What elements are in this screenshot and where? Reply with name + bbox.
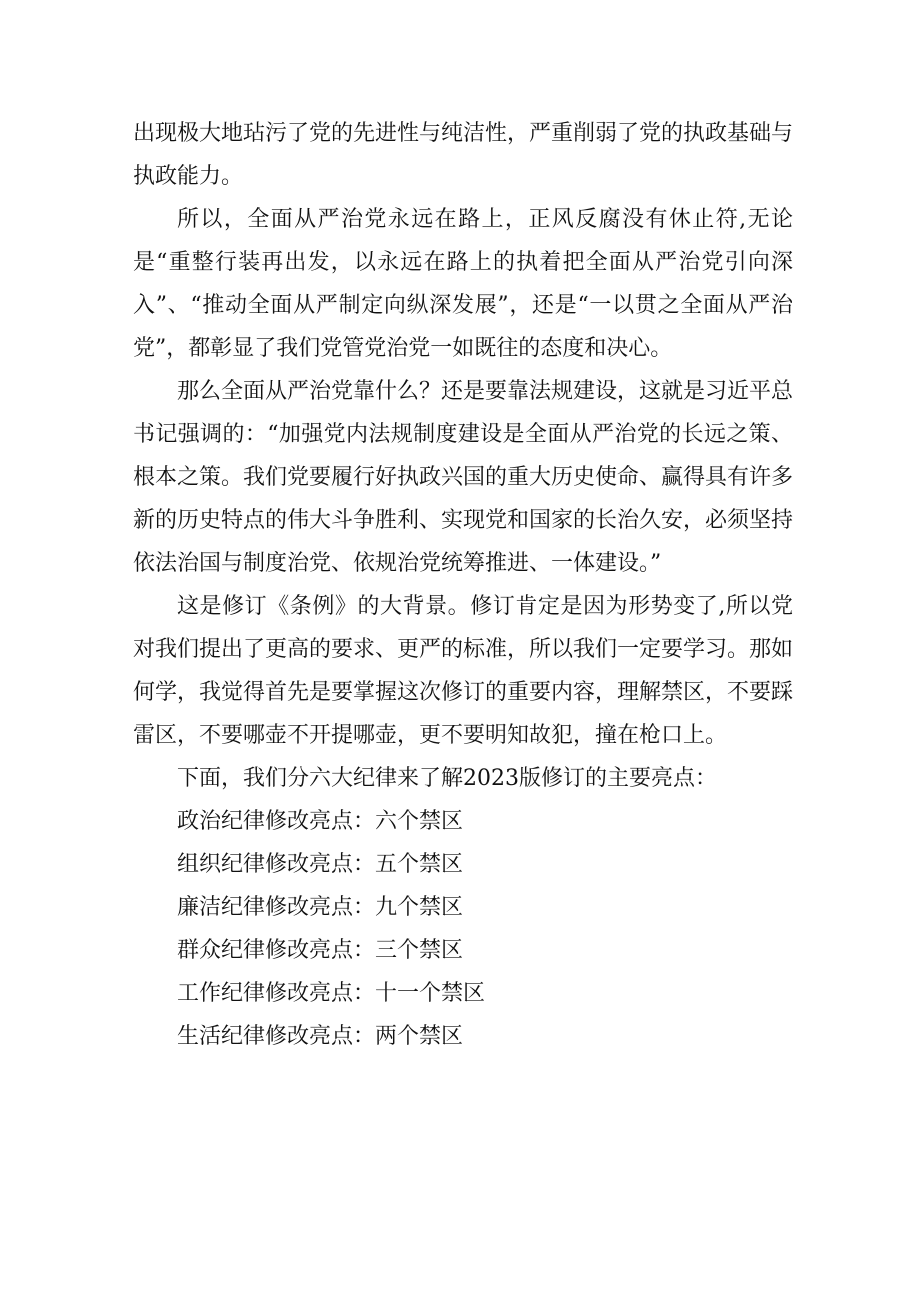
highlight-organizational-discipline: 组织纪律修改亮点：五个禁区	[177, 852, 464, 877]
highlight-mass-discipline: 群众纪律修改亮点：三个禁区	[177, 938, 464, 963]
paragraph-strict-governance: 所以，全面从严治党永远在路上，正风反腐没有休止符,无论是“重整行装再出发，以永远在路上的执着把全面从严治党引向深入”、“推动全面从严制定向纵深发展”，还是“一以贯之全面从严治党”，都彰显了我们党管党治党一如既往的态度和决心。	[133, 207, 793, 361]
paragraph-highlights-intro: 下面，我们分六大纪律来了解2023版修订的主要亮点：	[177, 766, 717, 791]
document-body	[133, 112, 793, 1058]
highlight-integrity-discipline: 廉洁纪律修改亮点：九个禁区	[177, 895, 464, 920]
highlight-political-discipline: 政治纪律修改亮点：六个禁区	[177, 809, 464, 834]
highlight-work-discipline: 工作纪律修改亮点：十一个禁区	[177, 981, 486, 1006]
paragraph-continuation: 出现极大地玷污了党的先进性与纯洁性，严重削弱了党的执政基础与执政能力。	[133, 121, 794, 189]
paragraph-revision-background: 这是修订《条例》的大背景。修订肯定是因为形势变了,所以党对我们提出了更高的要求、更严的标准，所以我们一定要学习。那如何学，我觉得首先是要掌握这次修订的重要内容，理解禁区，不要踩雷区，不要哪壶不开提哪壶，更不要明知故犯，撞在枪口上。	[133, 594, 794, 748]
paragraph-regulation-building: 那么全面从严治党靠什么？还是要靠法规建设，这就是习近平总书记强调的：“加强党内法规制度建设是全面从严治党的长远之策、根本之策。我们党要履行好执政兴国的重大历史使命、赢得具有许多新的历史特点的伟大斗争胜利、实现党和国家的长治久安，必须坚持依法治国与制度治党、依规治党统筹推进、一体建设。”	[133, 379, 794, 576]
highlight-life-discipline: 生活纪律修改亮点：两个禁区	[177, 1024, 464, 1049]
